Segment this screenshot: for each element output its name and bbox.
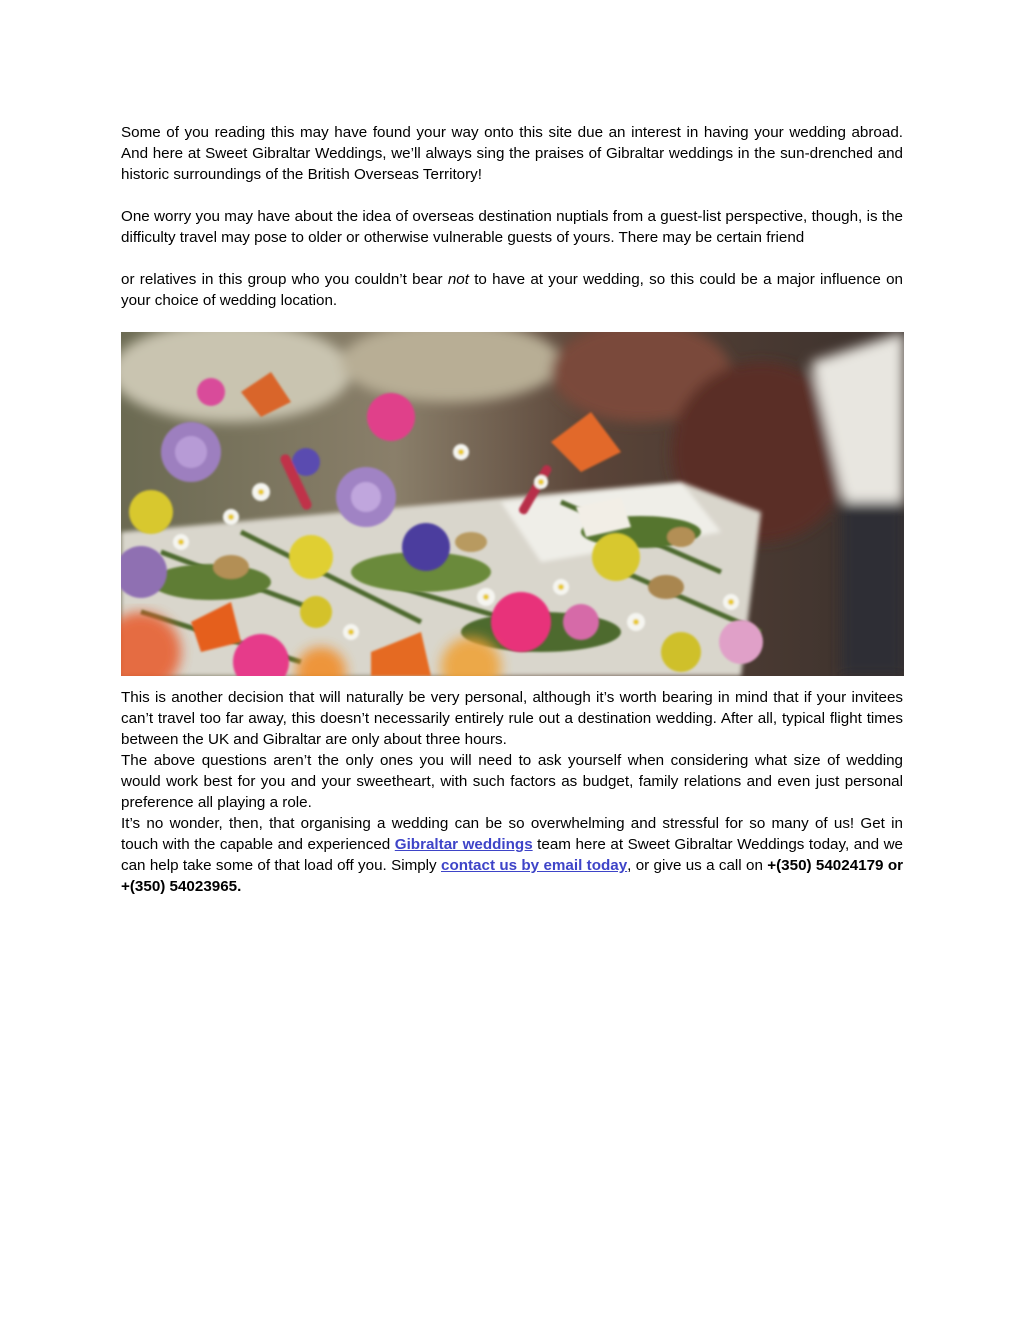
contact-text-part2: team here at Sweet Gibraltar Weddings today, and we can help take some of that load off you. Simply [121,836,903,874]
closing-section [121,687,903,897]
paragraph-spacer [121,248,903,269]
relatives-text-start: or relatives in this group who you couldn’t bear [121,271,448,288]
contact-email-link[interactable]: contact us by email today [441,857,628,874]
decision-paragraph: This is another decision that will naturally be very personal, although it’s worth bearing in mind that if your invitees can’t travel too far away, this doesn’t necessarily entirely rule out a destination wedding. After all, typical flight times between the UK and Gibraltar are only about three hours. [121,689,903,748]
document-page [121,122,903,897]
questions-paragraph: The above questions aren’t the only ones you will need to ask yourself when considering what size of wedding would work best for you and your sweetheart, with such factors as budget, family relations and even just personal preference all playing a role. [121,752,903,811]
contact-paragraph [121,813,903,897]
flowers-photo [121,332,904,676]
paragraph-spacer [121,185,903,206]
contact-text-part3: , or give us a call on [627,857,768,874]
phone-numbers: +(350) 54024179 or +(350) 54023965. [121,857,904,895]
flowers-photo-illustration [121,332,904,676]
worry-paragraph: One worry you may have about the idea of overseas destination nuptials from a guest-list perspective, though, is the difficulty travel may pose to older or otherwise vulnerable guests of yours. There may be certain friend [121,208,903,246]
emphasis-not: not [447,271,469,288]
contact-text-part1: It’s no wonder, then, that organising a wedding can be so overwhelming and stressful for so many of us! Get in touch with the capable and experienced [121,815,903,853]
relatives-paragraph [121,269,903,311]
gibraltar-weddings-link[interactable]: Gibraltar weddings [394,836,533,853]
relatives-text-end: to have at your wedding, so this could be a major influence on your choice of wedding location. [121,271,903,309]
intro-paragraph: Some of you reading this may have found your way onto this site due an interest in having your wedding abroad. And here at Sweet Gibraltar Weddings, we’ll always sing the praises of Gibraltar weddings in the sun-drenched and historic surroundings of the British Overseas Territory! [121,124,903,183]
